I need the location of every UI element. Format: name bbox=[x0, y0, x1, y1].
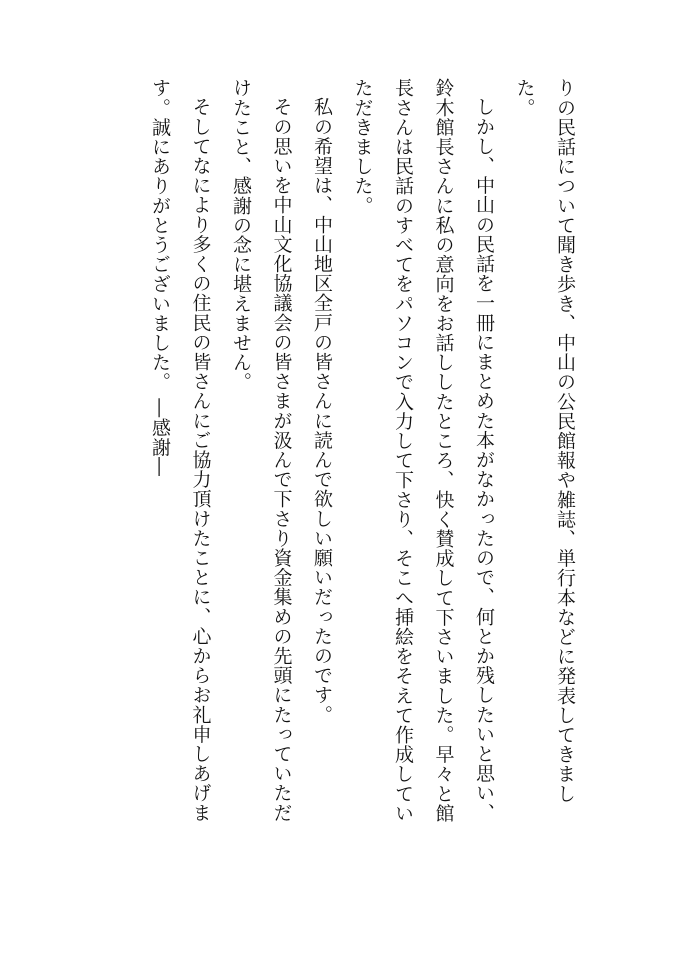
text-line-6: ただきました。 bbox=[351, 78, 374, 216]
text-line-4: 鈴木館長さんに私の意向をお話ししたところ、快く賛成して下さいました。早々と館 bbox=[432, 78, 455, 823]
text-line-3: しかし、中山の民話を一冊にまとめた本がなかったので、何とか残したいと思い、 bbox=[473, 97, 495, 823]
text-line-11: す。誠にありがとうございました。 ―感謝― bbox=[149, 78, 171, 477]
text-line-7: 私の希望は、中山地区全戸の皆さんに読んで欲しい願いだったのです。 bbox=[311, 97, 333, 725]
text-line-8: その思いを中山文化協議会の皆さまが汲んで下さり資金集めの先頭にたっていただ bbox=[270, 97, 293, 823]
text-line-1: りの民話について聞き歩き、中山の公民館報や雑誌、単行本などに発表してきまし bbox=[554, 78, 576, 804]
vertical-text-body bbox=[140, 78, 586, 878]
text-line-9: けたこと、感謝の念に堪えません。 bbox=[230, 78, 252, 392]
text-line-10: そしてなにより多くの住民の皆さんにご協力頂けたことに、心からお礼申しあげま bbox=[189, 97, 212, 823]
text-line-5: 長さんは民話のすべてをパソコンで入力して下さり、そこへ挿絵をそえて作成してい bbox=[392, 78, 414, 823]
text-line-2: た。 bbox=[513, 78, 536, 118]
